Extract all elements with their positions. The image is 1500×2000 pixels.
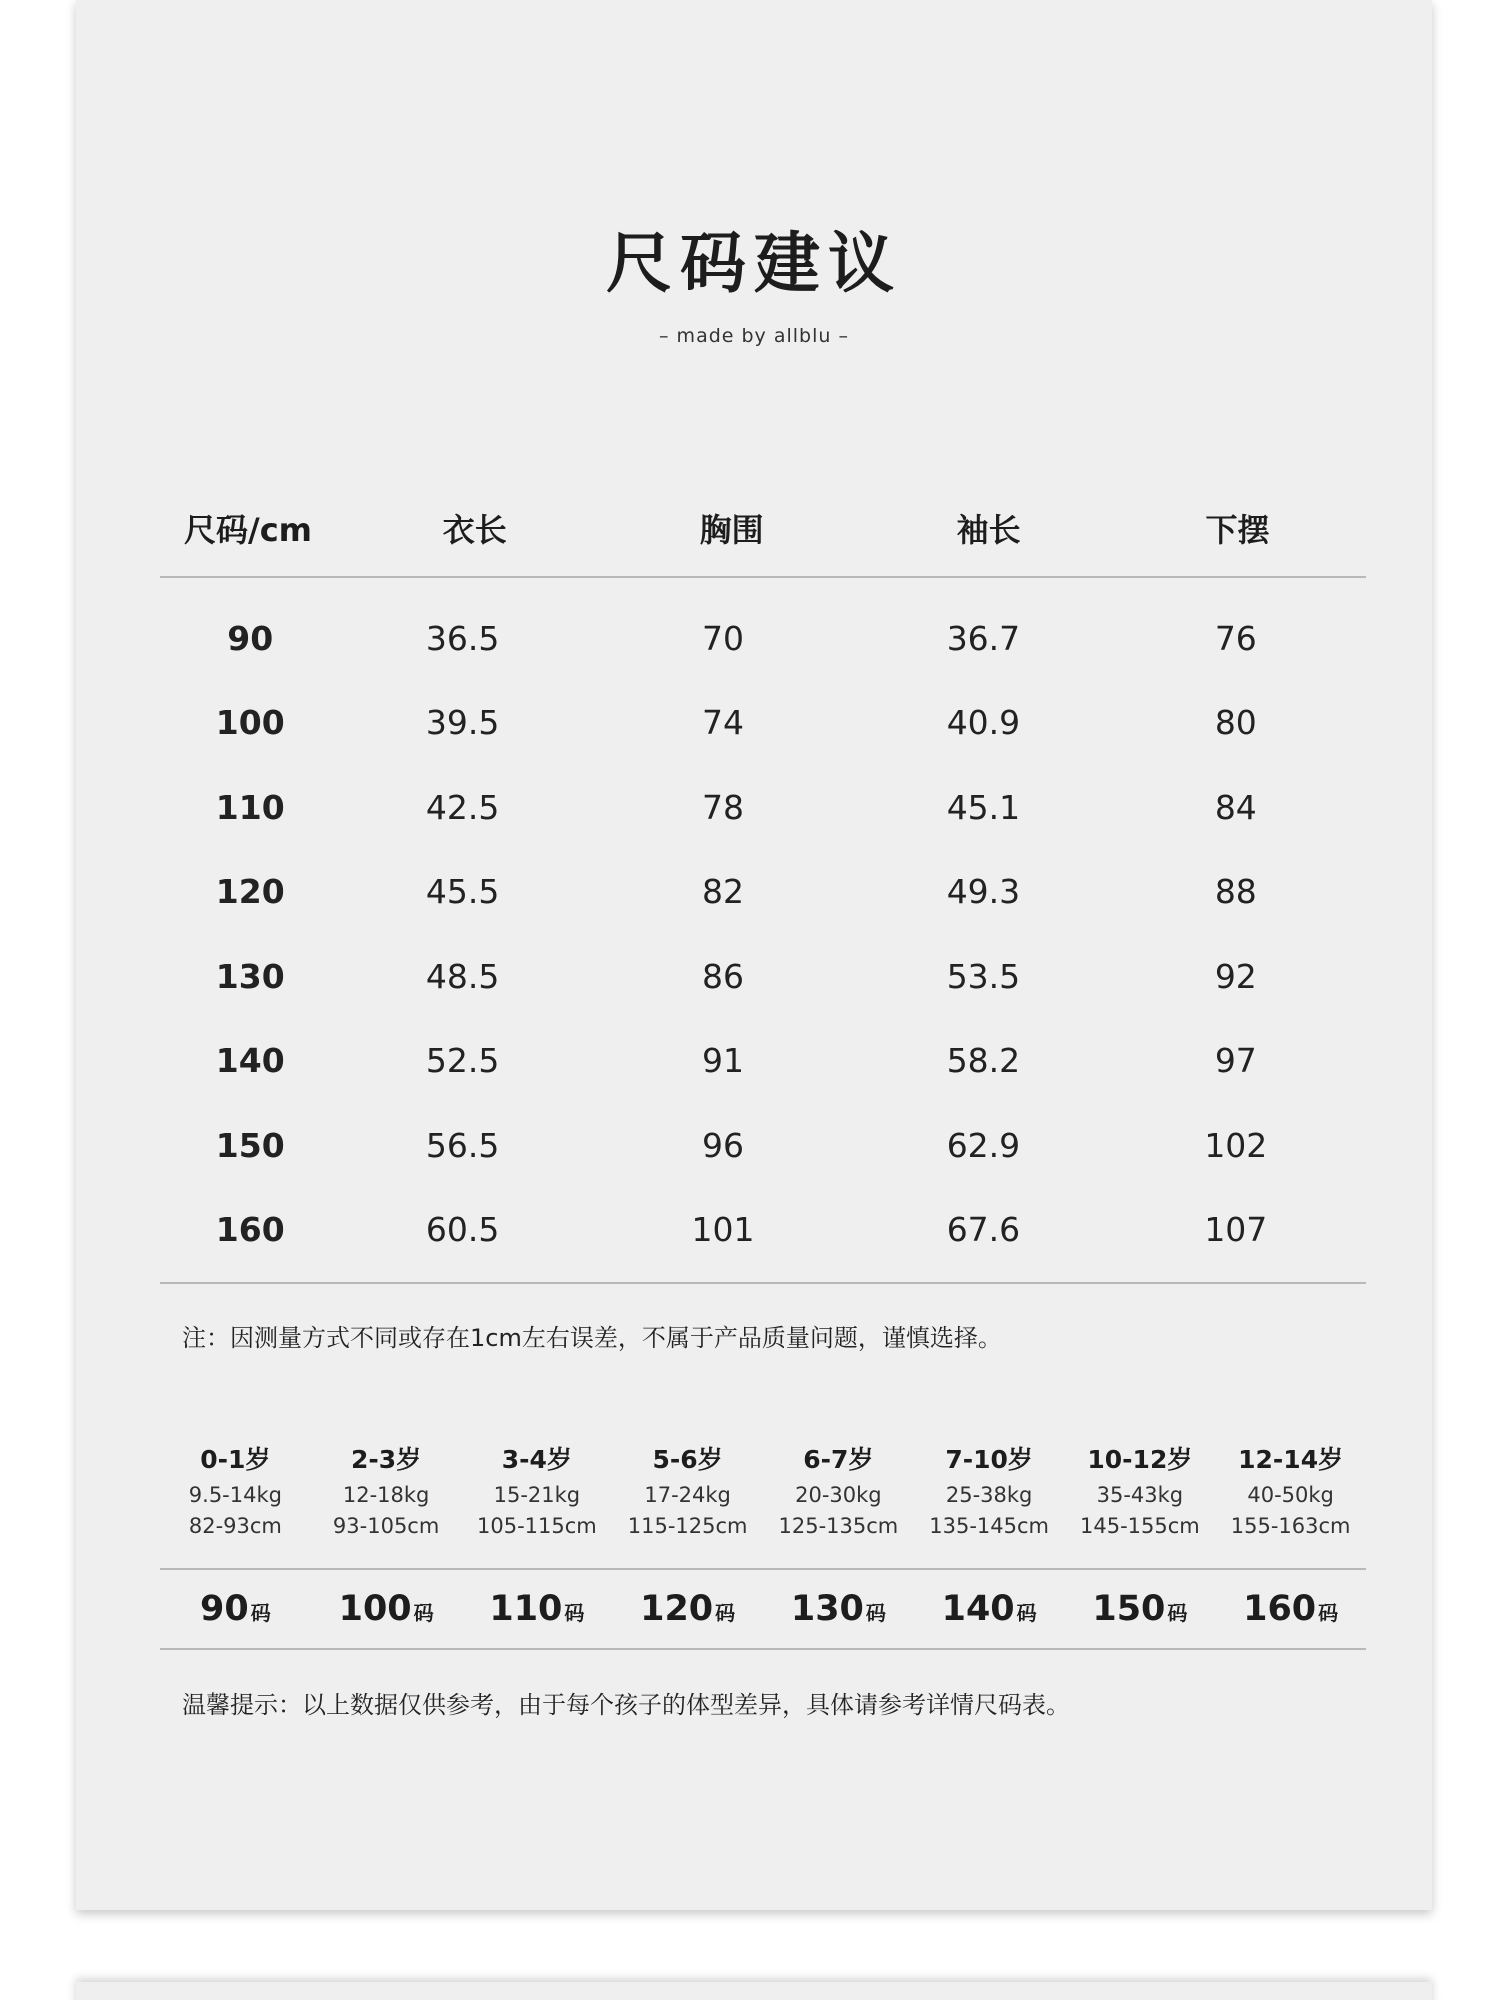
size-code-cell: [612, 1589, 763, 1629]
age-cell: [160, 1440, 311, 1568]
size-code-number: 120: [640, 1589, 714, 1629]
cell-size: 110: [215, 787, 285, 827]
table-row: [160, 934, 1366, 1019]
table-divider: [160, 1648, 1366, 1650]
size-code-number: 110: [489, 1589, 563, 1629]
age-label: 3-4岁: [501, 1445, 572, 1474]
age-weight: 17-24kg: [644, 1483, 731, 1507]
age-height: 135-145cm: [929, 1514, 1049, 1538]
age-cell: [462, 1440, 613, 1568]
size-code-unit: 码: [715, 1601, 736, 1625]
age-cell: [1065, 1440, 1216, 1568]
reference-tip: 温馨提示：以上数据仅供参考，由于每个孩子的体型差异，具体请参考详情尺码表。: [182, 1691, 1070, 1719]
cell-size: 160: [215, 1210, 285, 1250]
cell-chest: 82: [702, 872, 745, 912]
age-height: 155-163cm: [1230, 1514, 1351, 1538]
age-height: 82-93cm: [188, 1514, 282, 1538]
header-sleeve: 袖长: [956, 511, 1021, 549]
cell-sleeve: 62.9: [946, 1125, 1021, 1165]
measurement-note: 注：因测量方式不同或存在1cm左右误差，不属于产品质量问题，谨慎选择。: [182, 1324, 1002, 1352]
page-title: 尺码建议: [606, 225, 902, 302]
age-label: 12-14岁: [1238, 1445, 1344, 1474]
header-size: 尺码/cm: [184, 511, 313, 549]
cell-hem: 84: [1214, 787, 1257, 827]
cell-hem: 92: [1214, 956, 1257, 996]
cell-sleeve: 45.1: [946, 787, 1021, 827]
cell-size: 140: [215, 1041, 285, 1081]
cell-chest: 70: [702, 618, 745, 658]
size-code-unit: 码: [1318, 1601, 1339, 1625]
cell-size: 120: [215, 872, 285, 912]
size-guide-card: [76, 0, 1432, 1910]
age-cell: [311, 1440, 462, 1568]
cell-hem: 88: [1214, 872, 1257, 912]
cell-sleeve: 67.6: [946, 1210, 1021, 1250]
age-weight: 15-21kg: [493, 1483, 581, 1507]
cell-length: 45.5: [425, 872, 500, 912]
size-code-unit: 码: [1016, 1601, 1037, 1625]
size-code-number: 100: [338, 1589, 412, 1629]
cell-chest: 101: [691, 1210, 755, 1250]
cell-length: 42.5: [425, 787, 500, 827]
cell-length: 56.5: [425, 1125, 500, 1165]
size-code-cell: [914, 1589, 1065, 1629]
age-label: 0-1岁: [200, 1445, 271, 1474]
cell-sleeve: 49.3: [946, 872, 1021, 912]
cell-hem: 97: [1214, 1041, 1257, 1081]
table-row: [160, 596, 1366, 681]
table-row: [160, 850, 1366, 935]
table-row: [160, 1188, 1366, 1273]
size-code-cell: [160, 1589, 311, 1629]
size-code-cell: [1215, 1589, 1366, 1629]
cell-chest: 78: [702, 787, 745, 827]
header-hem: 下摆: [1205, 511, 1270, 549]
age-row: [160, 1440, 1366, 1568]
age-height: 145-155cm: [1080, 1514, 1200, 1538]
cell-hem: 76: [1214, 618, 1257, 658]
cell-sleeve: 36.7: [946, 618, 1021, 658]
cell-sleeve: 53.5: [946, 956, 1021, 996]
age-label: 10-12岁: [1087, 1445, 1193, 1474]
age-height: 115-125cm: [627, 1514, 748, 1538]
cell-size: 130: [215, 956, 285, 996]
cell-chest: 91: [702, 1041, 745, 1081]
size-code-cell: [763, 1589, 914, 1629]
size-code-unit: 码: [865, 1601, 886, 1625]
cell-length: 48.5: [425, 956, 500, 996]
table-row: [160, 681, 1366, 766]
table-row: [160, 1019, 1366, 1104]
table-row: [160, 1103, 1366, 1188]
size-code-unit: 码: [1167, 1601, 1188, 1625]
cell-length: 39.5: [425, 703, 500, 743]
cell-sleeve: 40.9: [946, 703, 1021, 743]
cell-length: 36.5: [425, 618, 500, 658]
cell-length: 60.5: [425, 1210, 500, 1250]
size-code-unit: 码: [413, 1601, 434, 1625]
size-code-unit: 码: [564, 1601, 585, 1625]
cell-size: 90: [227, 618, 274, 658]
age-label: 2-3岁: [351, 1445, 422, 1474]
size-code-cell: [1065, 1589, 1216, 1629]
age-label: 6-7岁: [803, 1445, 874, 1474]
cell-chest: 74: [702, 703, 745, 743]
size-code-number: 130: [790, 1589, 864, 1629]
size-code-cell: [462, 1589, 613, 1629]
code-row: [160, 1570, 1366, 1648]
age-weight: 35-43kg: [1096, 1483, 1184, 1507]
age-cell: [612, 1440, 763, 1568]
age-height: 125-135cm: [778, 1514, 899, 1538]
cell-sleeve: 58.2: [946, 1041, 1021, 1081]
age-cell: [1215, 1440, 1366, 1568]
table-row: [160, 765, 1366, 850]
next-card: [76, 1982, 1432, 2000]
size-code-cell: [311, 1589, 462, 1629]
age-label: 5-6岁: [652, 1445, 723, 1474]
cell-size: 150: [215, 1125, 285, 1165]
age-weight: 20-30kg: [795, 1483, 882, 1507]
age-weight: 25-38kg: [945, 1483, 1033, 1507]
age-weight: 12-18kg: [342, 1483, 430, 1507]
age-cell: [914, 1440, 1065, 1568]
age-height: 93-105cm: [332, 1514, 440, 1538]
age-weight: 40-50kg: [1247, 1483, 1334, 1507]
age-height: 105-115cm: [477, 1514, 597, 1538]
page-subtitle: – made by allblu –: [659, 325, 849, 347]
size-table-body: [160, 578, 1366, 1282]
size-code-number: 160: [1243, 1589, 1317, 1629]
size-code-number: 150: [1092, 1589, 1166, 1629]
cell-hem: 102: [1204, 1125, 1268, 1165]
header-chest: 胸围: [699, 511, 764, 549]
size-code-number: 90: [200, 1589, 249, 1629]
cell-length: 52.5: [425, 1041, 500, 1081]
size-table: [160, 480, 1366, 1284]
cell-chest: 96: [702, 1125, 745, 1165]
age-weight: 9.5-14kg: [188, 1483, 282, 1507]
cell-size: 100: [215, 703, 285, 743]
size-code-unit: 码: [250, 1601, 271, 1625]
size-table-header: [160, 480, 1366, 576]
age-label: 7-10岁: [945, 1445, 1033, 1474]
table-divider: [160, 1282, 1366, 1284]
age-table: [160, 1440, 1366, 1650]
cell-hem: 80: [1214, 703, 1257, 743]
cell-hem: 107: [1204, 1210, 1268, 1250]
age-cell: [763, 1440, 914, 1568]
header-length: 衣长: [442, 511, 507, 549]
cell-chest: 86: [702, 956, 745, 996]
size-code-number: 140: [941, 1589, 1015, 1629]
